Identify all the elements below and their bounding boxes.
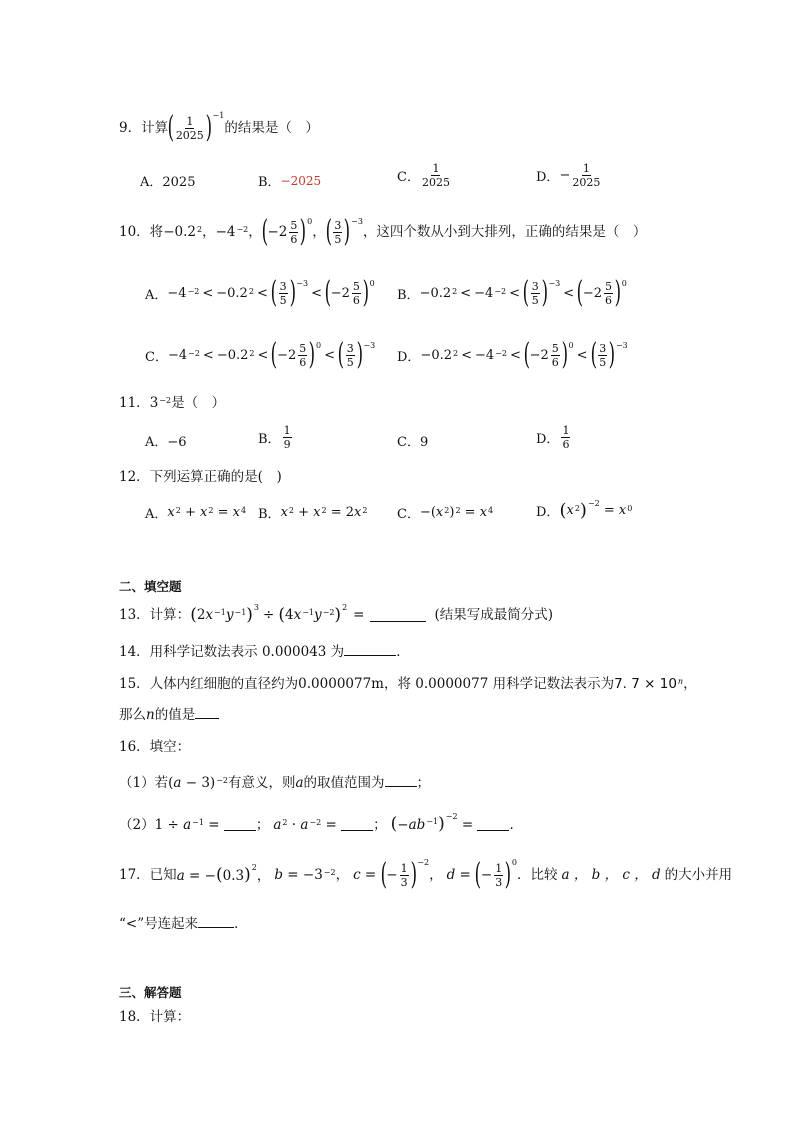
q10-stem: 10．将 −0.2 2 ， −4 −2 ， ( −2 $\frac{5}{6}$ ) 0 ， ( $\frac{3}{5}$ ) −3 ，这四个数从小到大排列，正确的结果是（ ） [119, 214, 647, 249]
q12-option-d: D． ( x 2 ) −2 = x 0 [536, 499, 633, 521]
q12-option-c: C． −( x 2 ) 2 = x 4 [397, 505, 494, 522]
q9-exponent: −1 [212, 111, 225, 120]
q9-number: 9．计算 [119, 120, 169, 136]
q13-answer-blank[interactable] [370, 609, 426, 622]
q9-tail: 的结果是（ ） [224, 120, 319, 136]
q16-part2-blank-1[interactable] [224, 818, 256, 831]
q11-stem: 11．$3^{-2}$是（ ） [119, 395, 226, 411]
left-paren: ( [167, 110, 175, 145]
q16-part2-blank-2[interactable] [341, 818, 373, 831]
q9-option-b: B． −2025 [258, 173, 322, 190]
q16-part2: （2） $1 \div a^{-1}$ = ； $a^2 \cdot a^{-2}$ = ； $(-ab^{-1})^{-2}$ = ． [119, 812, 523, 834]
q12-stem: 12．下列运算正确的是( ) [119, 469, 282, 485]
q15-line2: 那么n的值是 [119, 705, 219, 725]
q11-option-a: A．−6 [145, 435, 187, 450]
q16-part2-blank-3[interactable] [477, 818, 509, 831]
q11-option-c: C．9 [397, 435, 429, 450]
q9-option-d: D． − $\frac{1}{2025}$ [536, 162, 601, 189]
right-paren: ) [205, 110, 212, 145]
q14-answer-blank[interactable] [344, 643, 396, 656]
q17-line1: 17．已知 $a = -(0.3)^2$， $b = -3^{-2}$， c = ( − $\frac{1}{3}$ ) −2 ， d = ( − $\frac{1}{3}$ ) 0 ．比较 a ， b ， c ， d 的大小并用 [119, 857, 733, 892]
q18-stem: 18．计算： [119, 1009, 191, 1025]
q9-option-a: A．2025 [140, 175, 196, 190]
q14-stem: 14．用科学记数法表示 0.000043 为 ． [119, 644, 410, 660]
q17-answer-blank[interactable] [198, 915, 234, 928]
section-heading-solve: 三、解答题 [119, 985, 182, 1000]
section-heading-fill-in: 二、填空题 [119, 579, 182, 594]
q12-option-a: A． x 2 + x 2 = x 4 [145, 505, 247, 522]
q13-stem: 13．计算： ( $2x^{-1}y^{-1}$ ) 3 ÷ ( $4x^{-1}y^{-2}$ ) 2 = (结果写成最简分式) [119, 603, 554, 625]
q15-line1: 15．人体内红细胞的直径约为0.0000077m，将 0.0000077 用科学记数法表示为7. $7 \times 10^n$， [119, 676, 697, 692]
q9-option-c: C． $\frac{1}{2025}$ [397, 162, 450, 189]
q11-option-d: D． $\frac{1}{6}$ [536, 424, 570, 451]
q11-option-b: B． $\frac{1}{9}$ [258, 424, 291, 451]
q10-option-b: B． −0.2 2 < −4 −2 < ( $\frac{3}{5}$ ) −3 < ( −2 $\frac{5}{6}$ ) 0 [397, 275, 627, 310]
q17-line2: “<”号连起来 ． [119, 916, 248, 932]
q10-option-a: A． −4 −2 < −0.2 2 < ( $\frac{3}{5}$ ) −3 < ( −2 $\frac{5}{6}$ ) 0 [145, 275, 375, 310]
q15-answer-blank[interactable] [195, 706, 219, 719]
q10-option-c: C． −4 −2 < −0.2 2 < ( −2 $\frac{5}{6}$ ) 0 < ( $\frac{3}{5}$ ) −3 [145, 337, 376, 372]
q9-stem [119, 110, 319, 145]
q9-fraction: $\frac{1}{2025}$ [175, 114, 204, 142]
q16-stem: 16．填空： [119, 739, 191, 755]
q12-option-b: B． x 2 + x 2 = 2 x 2 [258, 505, 368, 522]
q10-option-d: D． −0.2 2 < −4 −2 < ( −2 $\frac{5}{6}$ ) 0 < ( $\frac{3}{5}$ ) −3 [397, 337, 628, 372]
q16-part1-blank[interactable] [385, 774, 417, 787]
q16-part1: （1）若$(a - 3)^{-2}$有意义，则a的取值范围为 ； [119, 775, 431, 791]
